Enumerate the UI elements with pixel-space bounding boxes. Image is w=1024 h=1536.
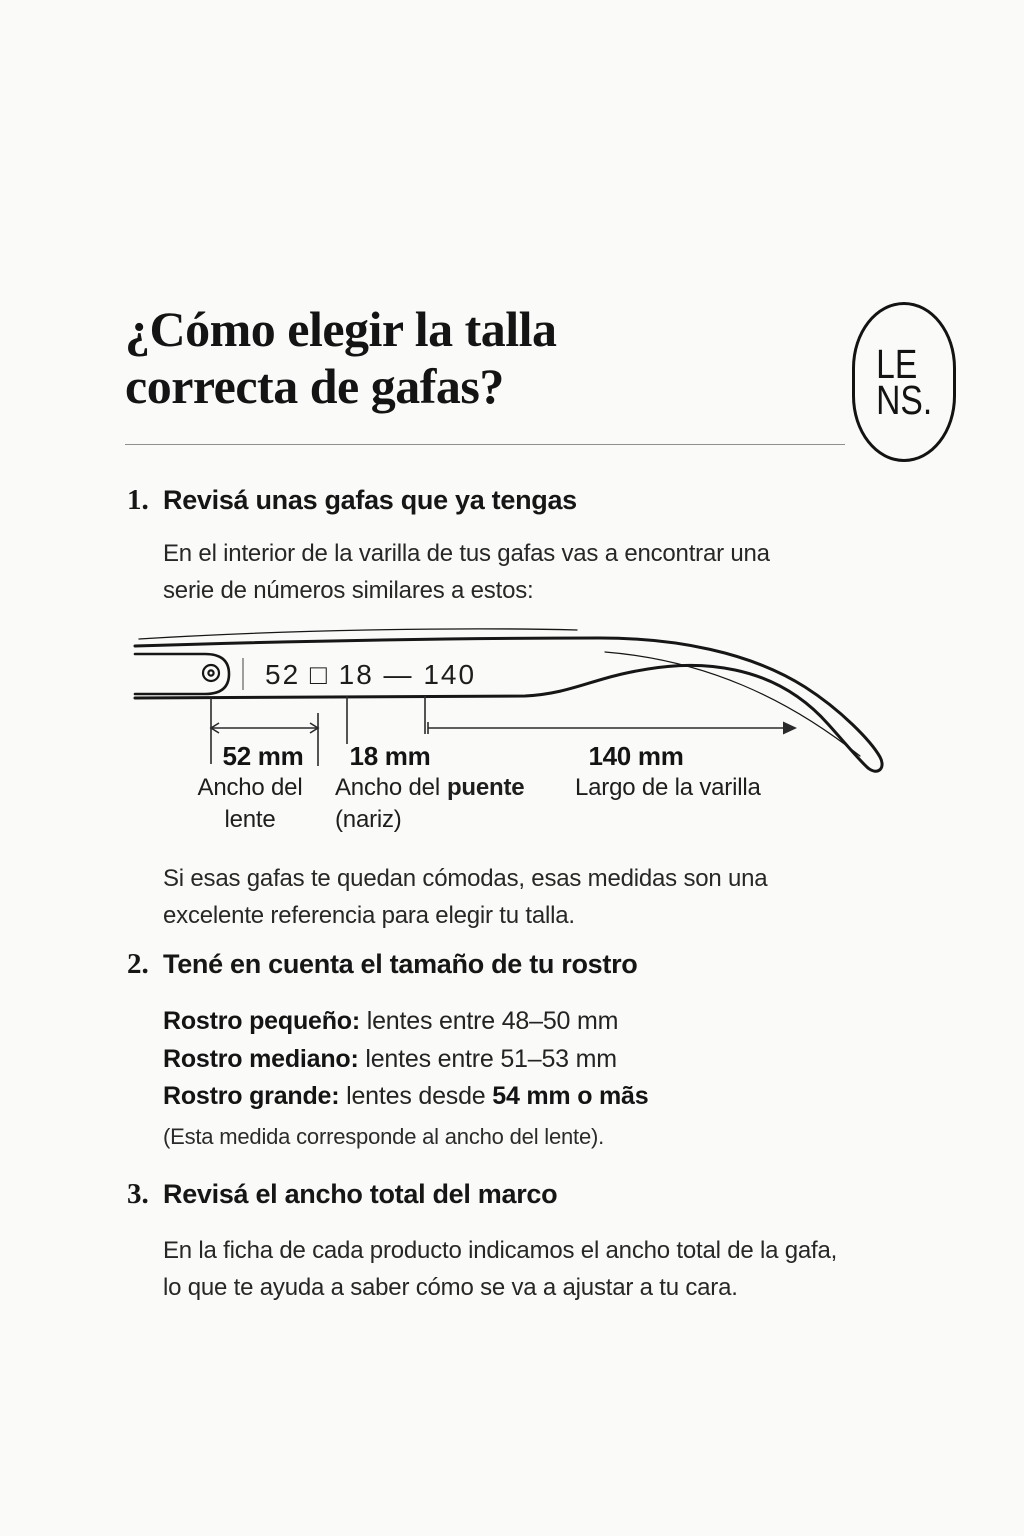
brand-logo (852, 302, 956, 462)
section-1-number: 1. (127, 484, 149, 516)
bridge-caption-bold-word: puente (446, 774, 525, 801)
brand-logo-line-1: LE (875, 341, 918, 387)
section-1-body-line-2: serie de números similares a estos: (163, 577, 534, 604)
face-size-large-text: lentes desde (339, 1082, 493, 1110)
section-3-body (163, 1232, 837, 1306)
lens-width-caption-line-1: Ancho del (197, 774, 303, 801)
lens-width-note: (Esta medida corresponde al ancho del lente). (163, 1124, 605, 1149)
lens-width-value: 52 mm (222, 741, 304, 771)
face-size-medium-label: Rostro mediano: (163, 1044, 359, 1073)
measurement-captions (198, 774, 762, 833)
section-1-heading (127, 484, 577, 517)
temple-length-value: 140 mm (588, 741, 684, 771)
page-title-line-1: ¿Cómo elegir la talla (125, 301, 557, 357)
glasses-temple-diagram (125, 616, 915, 856)
reference-paragraph-line-2: excelente referencia para elegir tu talla. (163, 902, 575, 929)
section-2-title: Tené en cuenta el tamaño de tu rostro (163, 949, 638, 979)
measurement-values (223, 741, 684, 771)
hinge-screw-center-icon (208, 670, 213, 675)
section-1-title: Revisá unas gafas que ya tengas (163, 485, 577, 515)
face-size-item-small (163, 1003, 648, 1041)
glasses-temple-svg (125, 616, 915, 851)
section-2-number: 2. (127, 948, 149, 980)
face-size-item-medium (163, 1041, 648, 1079)
face-size-item-large (163, 1078, 648, 1116)
reference-paragraph-line-1: Si esas gafas te quedan cómodas, esas medidas son una (163, 865, 768, 892)
face-size-large-bold-suffix: 54 mm o mãs (492, 1082, 649, 1110)
face-size-small-text: lentes entre 48–50 mm (360, 1007, 619, 1035)
bridge-width-value: 18 mm (349, 741, 431, 771)
temple-length-caption: Largo de la varilla (575, 774, 761, 801)
section-2-heading (127, 948, 638, 981)
header-divider (125, 444, 845, 445)
section-3-heading (127, 1178, 557, 1211)
page-title-line-2: correcta de gafas? (125, 358, 504, 414)
lens-width-caption-line-2: lente (224, 806, 276, 833)
section-3-number: 3. (127, 1178, 149, 1210)
face-size-list (163, 1003, 648, 1116)
reference-paragraph (163, 860, 767, 934)
face-size-large-label: Rostro grande: (163, 1082, 340, 1110)
bridge-caption-prefix: Ancho del (335, 774, 440, 801)
brand-logo-line-2: NS. (875, 377, 933, 423)
bridge-width-caption-line-1 (335, 774, 524, 801)
face-size-medium-text: lentes entre 51–53 mm (358, 1044, 617, 1073)
section-1-body-line-1: En el interior de la varilla de tus gafas vas a encontrar una (163, 540, 770, 567)
brand-logo-text (875, 341, 933, 423)
hinge-screw-icon (203, 665, 219, 681)
face-size-small-label: Rostro pequeño: (163, 1007, 360, 1035)
bridge-width-caption-line-2: (nariz) (335, 806, 402, 833)
dim-arrow-temple-right (783, 722, 797, 735)
section-3-body-line-1: En la ficha de cada producto indicamos el ancho total de la gafa, (163, 1237, 838, 1264)
page-title (125, 301, 557, 415)
section-1-body (163, 535, 770, 609)
engraving-text: 52 □ 18 — 140 (265, 659, 477, 690)
hinge-end-cap (135, 654, 229, 694)
section-3-body-line-2: lo que te ayuda a saber cómo se va a ajustar a tu cara. (163, 1274, 738, 1301)
section-3-title: Revisá el ancho total del marco (163, 1179, 558, 1209)
